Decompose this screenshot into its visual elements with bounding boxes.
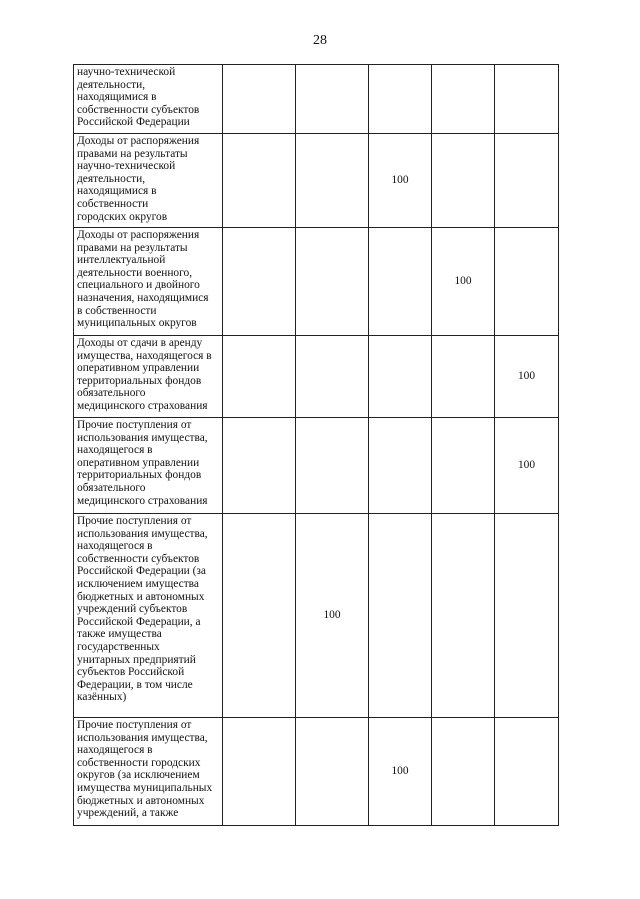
value-cell xyxy=(432,134,495,228)
value-cell xyxy=(223,65,296,134)
value-cell xyxy=(495,134,559,228)
value-cell xyxy=(432,718,495,826)
value-cell xyxy=(296,228,369,336)
value-cell xyxy=(432,65,495,134)
row-description: Доходы от распоряжения правами на результаты интеллектуальной деятельности военного, специального и двойного назначения, находящимися в собственности муниципальных округов xyxy=(74,228,223,336)
value-cell xyxy=(495,228,559,336)
budget-distribution-table xyxy=(73,64,559,826)
value-cell xyxy=(369,336,432,418)
table-row xyxy=(74,418,559,514)
value-cell xyxy=(495,65,559,134)
row-description: Прочие поступления от использования имущества, находящегося в оперативном управлении территориальных фондов обязательного медицинского страхования xyxy=(74,418,223,514)
value-cell xyxy=(223,228,296,336)
value-cell xyxy=(369,228,432,336)
table-row xyxy=(74,228,559,336)
value-cell xyxy=(223,134,296,228)
value-cell xyxy=(432,418,495,514)
value-cell xyxy=(495,514,559,718)
row-description: Прочие поступления от использования имущества, находящегося в собственности субъектов Российской Федерации (за исключением имущества бюджетных и автономных учреждений субъектов Российской Федерации, а также имущества государственных унитарных предприятий субъектов Российской Федерации, в том числе казённых) xyxy=(74,514,223,718)
table-row xyxy=(74,65,559,134)
value-cell xyxy=(223,514,296,718)
row-description: научно-технической деятельности, находящимися в собственности субъектов Российской Федерации xyxy=(74,65,223,134)
table-row xyxy=(74,336,559,418)
value-cell: 100 xyxy=(296,514,369,718)
value-cell xyxy=(296,718,369,826)
value-cell: 100 xyxy=(432,228,495,336)
value-cell: 100 xyxy=(369,134,432,228)
value-cell xyxy=(223,336,296,418)
value-cell xyxy=(296,65,369,134)
value-cell xyxy=(369,514,432,718)
value-cell xyxy=(432,336,495,418)
value-cell xyxy=(296,336,369,418)
value-cell xyxy=(369,418,432,514)
page-number: 28 xyxy=(313,33,327,48)
value-cell: 100 xyxy=(495,336,559,418)
value-cell xyxy=(223,418,296,514)
value-cell xyxy=(369,65,432,134)
value-cell xyxy=(296,134,369,228)
value-cell: 100 xyxy=(369,718,432,826)
value-cell xyxy=(223,718,296,826)
table-row xyxy=(74,718,559,826)
value-cell: 100 xyxy=(495,418,559,514)
row-description: Доходы от распоряжения правами на результаты научно-технической деятельности, находящимися в собственности городских округов xyxy=(74,134,223,228)
row-description: Прочие поступления от использования имущества, находящегося в собственности городских округов (за исключением имущества муниципальных бюджетных и автономных учреждений, а также xyxy=(74,718,223,826)
value-cell xyxy=(495,718,559,826)
table-row xyxy=(74,134,559,228)
value-cell xyxy=(432,514,495,718)
value-cell xyxy=(296,418,369,514)
row-description: Доходы от сдачи в аренду имущества, находящегося в оперативном управлении территориальных фондов обязательного медицинского страхования xyxy=(74,336,223,418)
table-row xyxy=(74,514,559,718)
